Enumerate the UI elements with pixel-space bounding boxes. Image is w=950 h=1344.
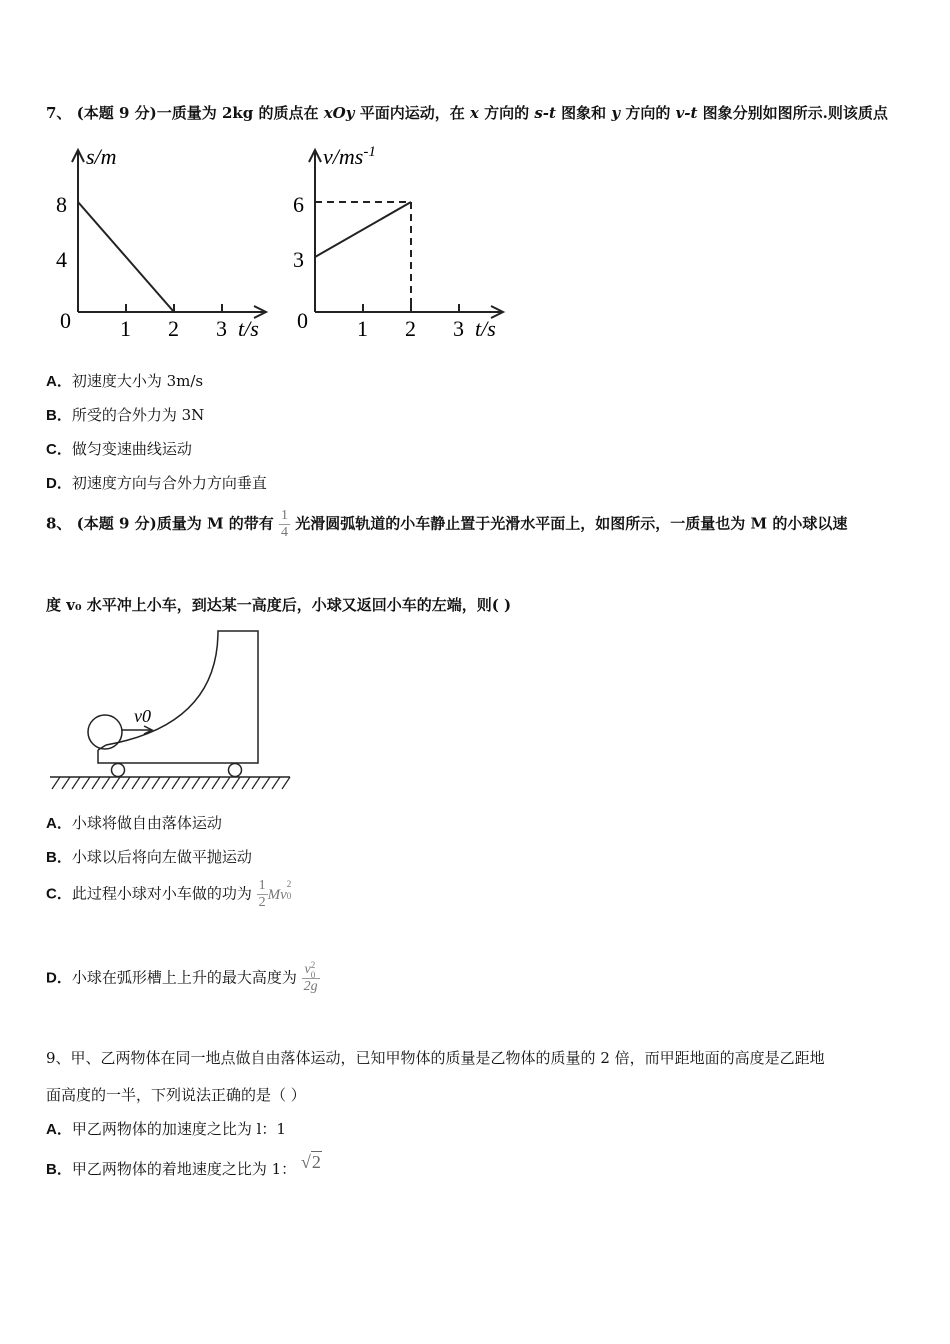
quarter-fraction: $\frac{1}{4}$ — [281, 508, 289, 540]
vt-xtick-2: 2 — [405, 316, 416, 341]
vt-xlabel: t/s — [475, 316, 496, 341]
half-fraction: $\frac{1}{2}$ — [258, 878, 266, 910]
q8-stem-line2: 度 v₀ 水平冲上小车，到达某一高度后，小球又返回小车的左端，则( ) — [46, 596, 512, 614]
q8-option-b: B．小球以后将向左做平抛运动 — [46, 848, 252, 866]
q7-stem: 7、 (本题 9 分)一质量为 2kg 的质点在 xOy 平面内运动，在 x 方向的 s-t 图象和 y 方向的 v-t 图象分别如图所示.则该质点 — [46, 104, 888, 122]
st-xtick-1: 1 — [120, 316, 131, 341]
ground-hatching — [52, 777, 290, 789]
hatch-mark — [262, 777, 270, 789]
vt-xtick-1: 1 — [357, 316, 368, 341]
hatch-mark — [162, 777, 170, 789]
vt-axes — [309, 150, 503, 318]
q7-option-a: A．初速度大小为 3m/s — [46, 372, 204, 390]
hatch-mark — [172, 777, 180, 789]
hatch-mark — [132, 777, 140, 789]
hatch-mark — [232, 777, 240, 789]
st-ylabel: s/m — [86, 144, 117, 169]
hatch-mark — [142, 777, 150, 789]
vt-graph — [285, 140, 515, 350]
sqrt-two: √2 — [300, 1152, 321, 1172]
st-ytick-0: 0 — [60, 308, 71, 333]
hatch-mark — [122, 777, 130, 789]
vt-ytick-6: 6 — [293, 192, 304, 217]
st-axes — [72, 150, 266, 318]
cart-ball-figure — [46, 625, 296, 795]
hatch-mark — [242, 777, 250, 789]
hatch-mark — [92, 777, 100, 789]
q8-option-c: C．此过程小球对小车做的功为 $\frac{1}{2}$ Mv 2 0 — [46, 878, 292, 910]
hatch-mark — [62, 777, 70, 789]
st-ytick-4: 4 — [56, 247, 67, 272]
vt-ytick-0: 0 — [297, 308, 308, 333]
hatch-mark — [82, 777, 90, 789]
q9-stem-line2: 面高度的一半，下列说法正确的是（ ） — [46, 1086, 306, 1104]
v0-squared-over-2g: v 2 0 2g — [303, 960, 318, 994]
q8-option-d: D．小球在弧形槽上上升的最大高度为 v 2 0 2g — [46, 960, 318, 994]
q9-stem-line1: 9、甲、乙两物体在同一地点做自由落体运动，已知甲物体的质量是乙物体的质量的 2 倍，而甲距地面的高度是乙距地 — [46, 1049, 825, 1067]
hatch-mark — [52, 777, 60, 789]
hatch-mark — [202, 777, 210, 789]
st-xtick-2: 2 — [168, 316, 179, 341]
st-xlabel: t/s — [238, 316, 259, 341]
st-ytick-8: 8 — [56, 192, 67, 217]
hatch-mark — [182, 777, 190, 789]
hatch-mark — [272, 777, 280, 789]
hatch-mark — [282, 777, 290, 789]
wheel-left — [112, 764, 125, 777]
hatch-mark — [72, 777, 80, 789]
q7-option-d: D．初速度方向与合外力方向垂直 — [46, 474, 267, 492]
vt-ytick-3: 3 — [293, 247, 304, 272]
vt-data-line — [315, 202, 411, 257]
hatch-mark — [152, 777, 160, 789]
v0-label: v0 — [134, 706, 151, 726]
st-xtick-3: 3 — [216, 316, 227, 341]
vt-xtick-3: 3 — [453, 316, 464, 341]
q8-option-a: A．小球将做自由落体运动 — [46, 814, 222, 832]
hatch-mark — [192, 777, 200, 789]
hatch-mark — [212, 777, 220, 789]
st-graph — [48, 140, 278, 350]
mv-term: Mv 2 0 — [267, 878, 292, 903]
vt-ylabel: $v/ms^{-1}$ — [323, 144, 376, 169]
ball — [88, 715, 122, 749]
hatch-mark — [102, 777, 110, 789]
q7-option-b: B．所受的合外力为 3N — [46, 406, 205, 424]
q7-option-c: C．做匀变速曲线运动 — [46, 440, 192, 458]
hatch-mark — [112, 777, 120, 789]
st-data-line — [78, 202, 174, 312]
q8-stem-line1: 8、 (本题 9 分)质量为 M 的带有 $\frac{1}{4}$ 光滑圆弧轨道的小车静止置于光滑水平面上，如图所示，一质量也为 M 的小球以速 — [46, 508, 848, 540]
cart-body — [98, 631, 258, 763]
q9-option-a: A．甲乙两物体的加速度之比为 l：1 — [46, 1120, 286, 1138]
hatch-mark — [252, 777, 260, 789]
q9-option-b: B．甲乙两物体的着地速度之比为 1： √2 — [46, 1152, 321, 1178]
hatch-mark — [222, 777, 230, 789]
wheel-right — [229, 764, 242, 777]
